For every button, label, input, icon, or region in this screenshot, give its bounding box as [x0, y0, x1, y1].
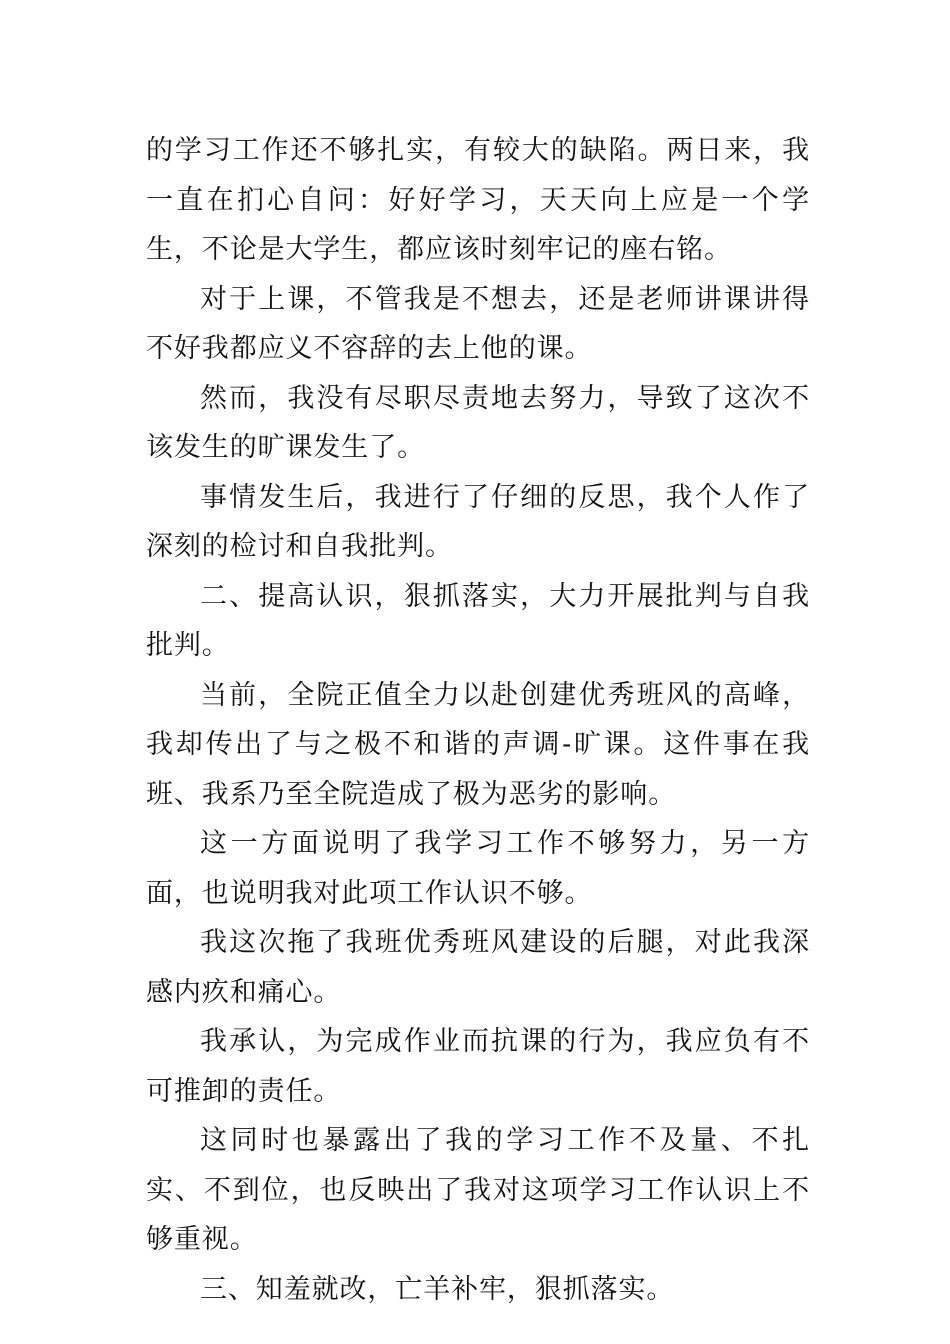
- paragraph: 我承认，为完成作业而抗课的行为，我应负有不可推卸的责任。: [146, 1026, 810, 1107]
- paragraph: 当前，全院正值全力以赴创建优秀班风的高峰，我却传出了与之极不和谐的声调-旷课。这件事在我班、我系乃至全院造成了极为恶劣的影响。: [146, 679, 810, 810]
- paragraph: 这一方面说明了我学习工作不够努力，另一方面，也说明我对此项工作认识不够。: [146, 828, 810, 909]
- paragraph: 这同时也暴露出了我的学习工作不及量、不扎实、不到位，也反映出了我对这项学习工作认识上不够重视。: [146, 1125, 810, 1255]
- section-heading: 二、提高认识，狠抓落实，大力开展批判与自我批判。: [146, 580, 810, 661]
- paragraph: 事情发生后，我进行了仔细的反思，我个人作了深刻的检讨和自我批判。: [146, 481, 810, 562]
- section-heading: 三、知羞就改，亡羊补牢，狠抓落实。: [200, 1273, 675, 1305]
- document-body: [146, 126, 810, 1314]
- paragraph: 然而，我没有尽职尽责地去努力，导致了这次不该发生的旷课发生了。: [146, 382, 810, 463]
- paragraph: 我这次拖了我班优秀班风建设的后腿，对此我深感内疚和痛心。: [146, 927, 810, 1008]
- paragraph-continuation: 的学习工作还不够扎实，有较大的缺陷。两日来，我一直在扪心自问：好好学习，天天向上应是一个学生，不论是大学生，都应该时刻牢记的座右铭。: [146, 135, 810, 265]
- paragraph: 对于上课，不管我是不想去，还是老师讲课讲得不好我都应义不容辞的去上他的课。: [146, 283, 810, 364]
